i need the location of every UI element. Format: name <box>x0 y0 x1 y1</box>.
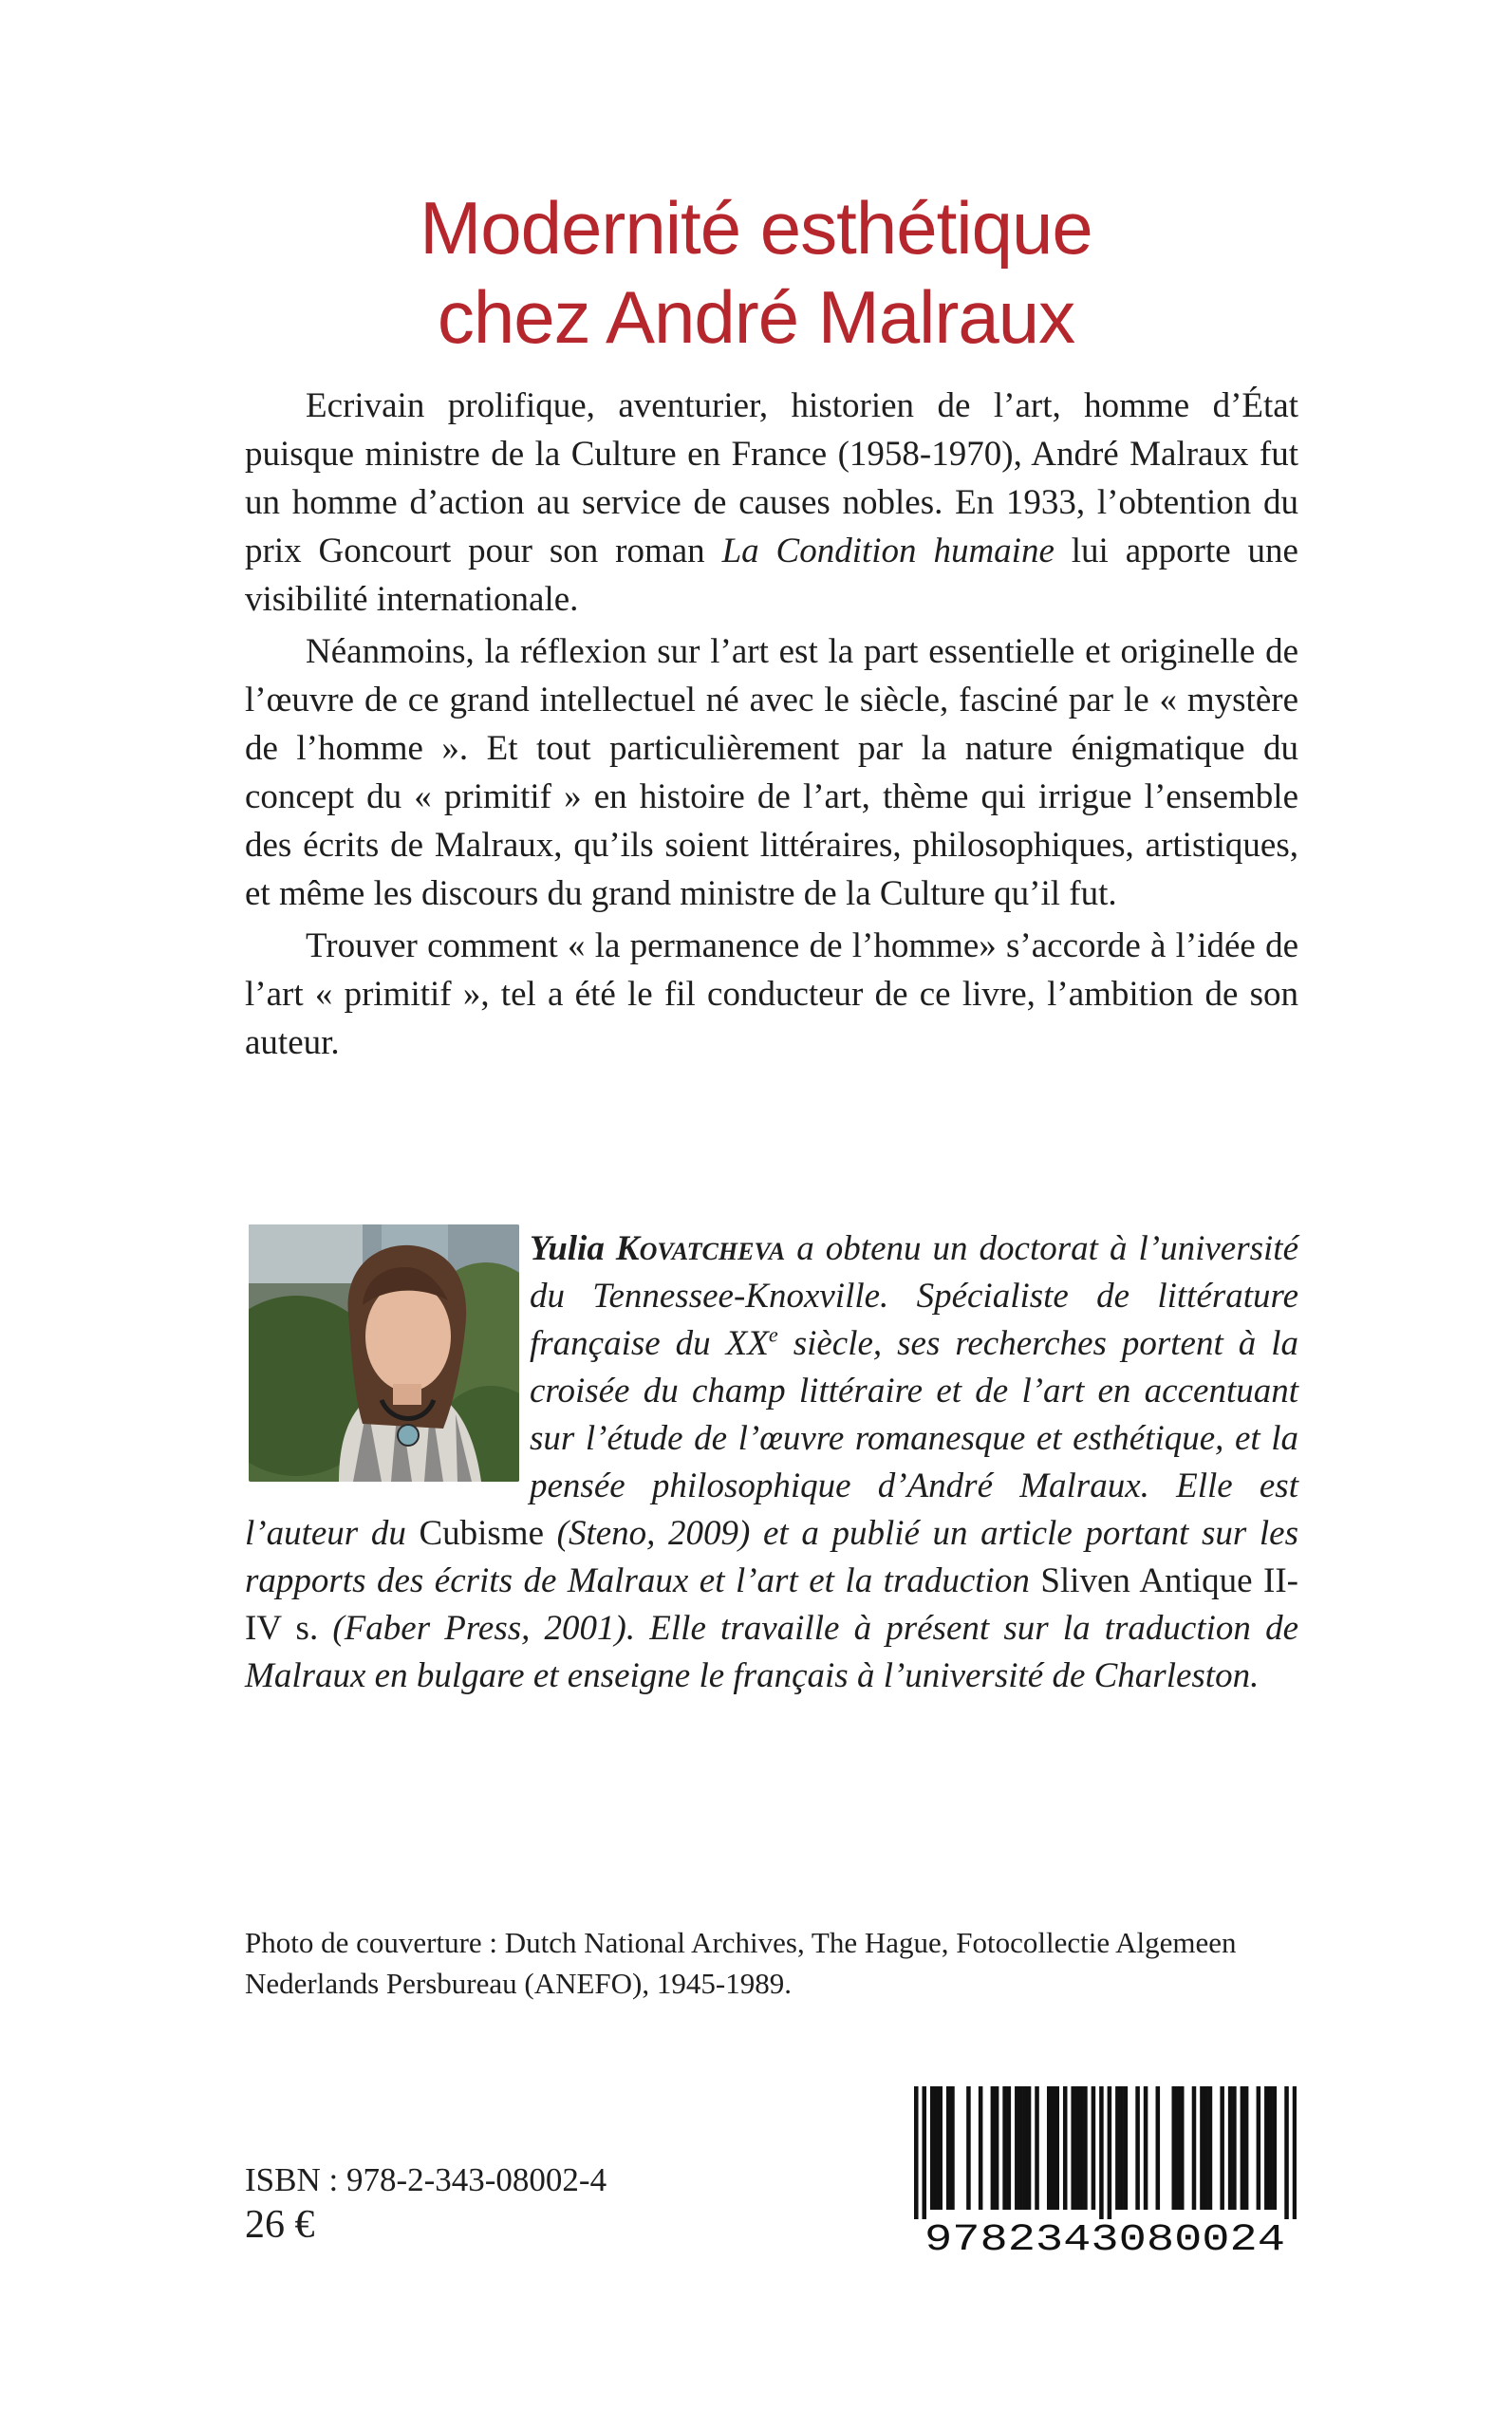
bio-text-4: (Faber Press, 2001). Elle travaille à présent sur la traduction de Malraux en bulgare et enseigne le français à l’université de Charleston. <box>245 1609 1298 1695</box>
barcode-bar <box>1115 2086 1120 2210</box>
century-superscript: e <box>768 1322 778 1347</box>
barcode-bar <box>1171 2086 1176 2210</box>
barcode-bar <box>1055 2086 1059 2210</box>
barcode-bar <box>1144 2086 1148 2210</box>
barcode-bar <box>979 2086 983 2210</box>
barcode-bar <box>1180 2086 1185 2210</box>
barcode-bar <box>1192 2086 1197 2210</box>
barcode-bar <box>1208 2086 1213 2210</box>
barcode-bar <box>950 2086 955 2210</box>
barcode-bar <box>995 2086 999 2210</box>
novel-title: La Condition humaine <box>721 532 1055 570</box>
barcode-bar <box>946 2086 951 2210</box>
barcode-bar <box>1083 2086 1088 2210</box>
blurb-paragraph-3: Trouver comment « la permanence de l’homme» s’accorde à l’idée de l’art « primitif », tel a été le fil conducteur de ce livre, l’ambition de son auteur. <box>245 926 1298 1062</box>
barcode-bar <box>1273 2086 1278 2210</box>
bio-text-1: a obtenu un doctorat à l’université du Tennessee-Knoxville. Spécialiste de littérature française du XX <box>530 1229 1299 1363</box>
bio-text-3: (Steno, 2009) et a publié un article portant sur les rapports des écrits de Malraux et l’art et la traduction <box>245 1514 1298 1600</box>
barcode-bar <box>1268 2086 1273 2210</box>
barcode-bar <box>1257 2086 1261 2210</box>
barcode-bar <box>1119 2086 1124 2210</box>
barcode-bar <box>1075 2086 1080 2210</box>
barcode-bar <box>1124 2086 1129 2210</box>
barcode-bar <box>1264 2086 1269 2210</box>
barcode-bar <box>1092 2086 1096 2210</box>
barcode-bar <box>1200 2086 1204 2210</box>
author-bio <box>245 1225 1298 1700</box>
barcode-bar <box>966 2086 971 2210</box>
barcode-bar <box>1204 2086 1208 2210</box>
barcode-bar <box>1035 2086 1039 2210</box>
book-title-cubisme: Cubisme <box>419 1514 545 1553</box>
barcode-bar <box>1293 2086 1297 2219</box>
barcode-bar <box>1051 2086 1055 2210</box>
book-title <box>0 183 1512 362</box>
barcode-bar <box>1018 2086 1023 2210</box>
blurb-paragraph-1 <box>245 382 1298 624</box>
barcode-bar <box>1063 2086 1068 2210</box>
price: 26 € <box>245 2203 315 2247</box>
barcode-bar <box>1047 2086 1052 2210</box>
barcode-bar <box>1228 2086 1233 2210</box>
barcode-bar <box>930 2086 935 2210</box>
barcode <box>914 2086 1297 2255</box>
barcode-bar <box>914 2086 919 2219</box>
bio-text-2: siècle, ses recherches portent à la croisée du champ littéraire et de l’art en accentuant sur l’étude de l’œuvre romanesque et esthétique, et la pensée philosophique d’André Malraux. Elle est l’auteur du <box>245 1324 1298 1553</box>
barcode-bar <box>1015 2086 1019 2210</box>
barcode-bar <box>1071 2086 1075 2210</box>
barcode-digits: 9782343080024 <box>924 2219 1285 2255</box>
book-title-line-1: Modernité esthétique <box>420 186 1092 270</box>
blurb <box>245 382 1298 1071</box>
barcode-bar <box>1284 2086 1289 2219</box>
barcode-bar <box>1176 2086 1181 2210</box>
barcode-bar <box>991 2086 996 2210</box>
barcode-bar <box>1027 2086 1032 2210</box>
blurb-p1-text-a: Ecrivain prolifique, aventurier, historien de l’art, homme d’État puisque ministre de la Culture en France (1958-1970), André Malraux fut un homme d’action au service de causes nobles. En 1933, l’obtention du prix Goncourt pour son roman <box>245 386 1298 570</box>
author-first-name: Yulia <box>530 1229 605 1268</box>
barcode-bar <box>934 2086 939 2210</box>
barcode-bar <box>1241 2086 1245 2210</box>
barcode-bar <box>1108 2086 1112 2219</box>
barcode-bar <box>1023 2086 1028 2210</box>
book-title-sliven: Sliven Antique II-IV s. <box>245 1561 1298 1648</box>
barcode-bar <box>1099 2086 1104 2219</box>
photo-credit: Photo de couverture : Dutch National Archives, The Hague, Fotocollectie Algemeen Nederlands Persbureau (ANEFO), 1945-1989. <box>245 1926 1237 2000</box>
barcode-bar <box>938 2086 943 2210</box>
barcode-bar <box>1079 2086 1084 2210</box>
barcode-bar <box>1232 2086 1237 2210</box>
isbn: ISBN : 978-2-343-08002-4 <box>245 2161 607 2198</box>
book-title-line-2: chez André Malraux <box>437 275 1075 359</box>
barcode-bar <box>1007 2086 1012 2210</box>
barcode-bar <box>1220 2086 1224 2210</box>
barcode-bar <box>1002 2086 1007 2210</box>
barcode-bar <box>1244 2086 1249 2210</box>
blurb-paragraph-2: Néanmoins, la réflexion sur l’art est la part essentielle et originelle de l’œuvre de ce grand intellectuel né avec le siècle, fasciné par le « mystère de l’homme ». Et tout particulièrement par la nature énigmatique du concept du « primitif » en histoire de l’art, thème qui irrigue l’ensemble des écrits de Malraux, qu’ils soient littéraires, philosophiques, artistiques, et même les discours du grand ministre de la Culture qu’il fut. <box>245 632 1298 913</box>
barcode-bar <box>922 2086 926 2219</box>
photo-spacer <box>245 1225 522 1487</box>
author-last-name: Kovatcheva <box>615 1229 786 1268</box>
blurb-p1-text-b: lui apporte une visibilité internationale. <box>245 532 1298 619</box>
barcode-bar <box>1156 2086 1161 2210</box>
barcode-bar <box>1135 2086 1140 2210</box>
